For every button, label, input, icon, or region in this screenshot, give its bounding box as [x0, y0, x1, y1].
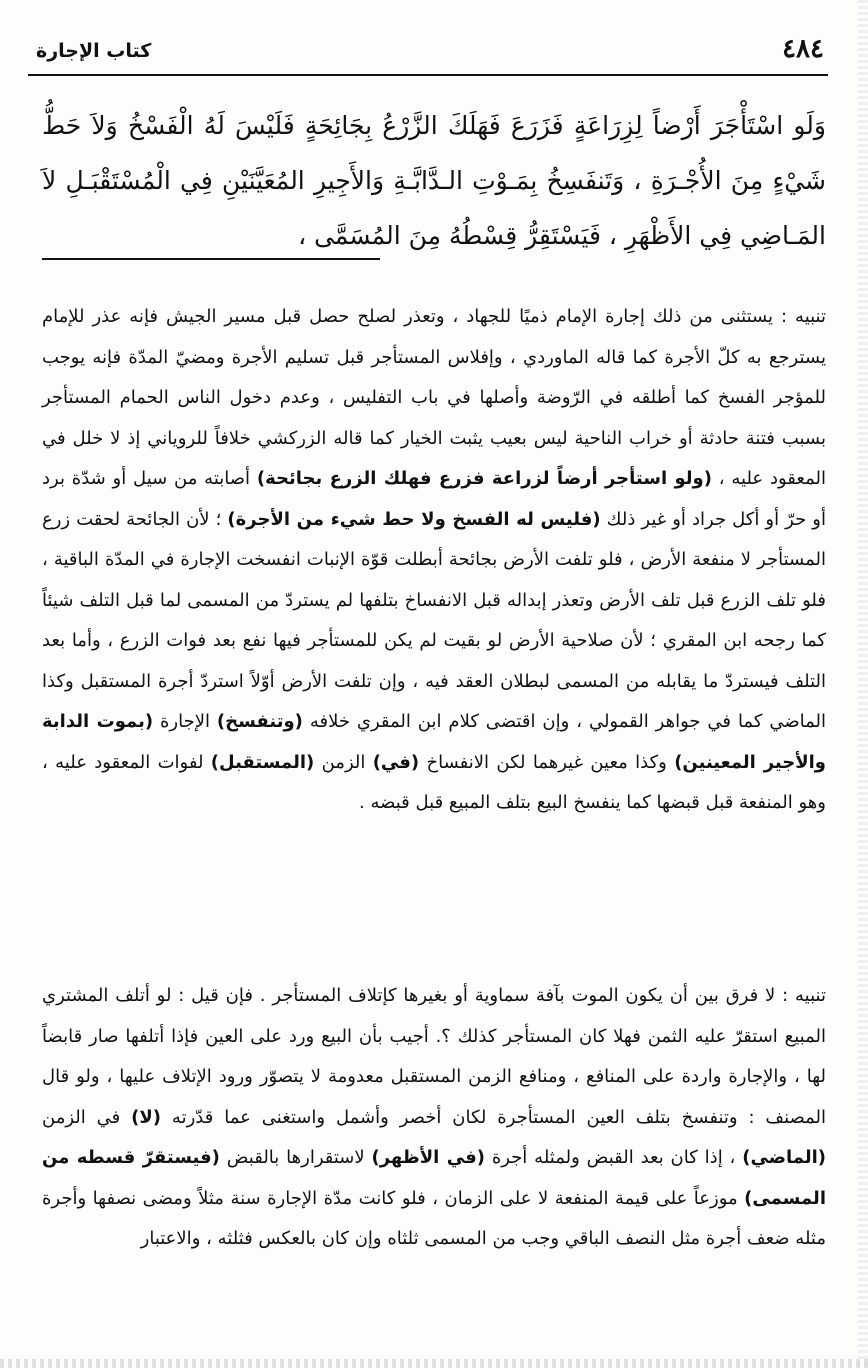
- quoted-matn: (وتنفسخ): [216, 711, 303, 732]
- quoted-matn: (ولو استأجر أرضاً لزراعة فزرع فهلك الزرع بجائحة): [256, 468, 712, 489]
- running-title: كتاب الإجارة: [36, 40, 152, 62]
- quoted-matn: (الماضي): [742, 1147, 827, 1168]
- page-header: [28, 30, 828, 76]
- commentary-text: أصابته من سيل أو شدّة برد أو حرّ أو أكل جراد أو غير ذلك: [42, 468, 826, 530]
- commentary-text: لفوات المعقود عليه ، وهو المنفعة قبل قبضها كما ينفسخ البيع بتلف المبيع قبل قبضه .: [42, 751, 826, 813]
- commentary-text: تنبيه : لا فرق بين أن يكون الموت بآفة سماوية أو بغيرها كإتلاف المستأجر . فإن قيل : لو أتلف المشتري المبيع استقرّ عليه الثمن فهلا كان المستأجر كذلك ؟. أجيب بأن البيع ورد على العين فإذا أتلفها صار قابضاً لها ، والإجارة واردة على المنافع ، ومنافع الزمن المستقبل معدومة لا يتصوّر ورود الإتلاف عليها ، ولو قال المصنف : وتنفسخ بتلف العين المستأجرة لكان أخصر وأشمل واستغنى عما قدّرته: [42, 985, 827, 1128]
- quoted-matn: (بموت الدابة والأجير المعينين): [42, 711, 826, 773]
- commentary-text: في الزمن: [42, 1106, 132, 1128]
- commentary-section-1: [42, 297, 826, 824]
- commentary-paragraph: [42, 976, 826, 1260]
- matn-separator-line: [42, 258, 380, 260]
- commentary-text: وكذا معين غيرهما لكن الانفساخ: [419, 751, 675, 773]
- quoted-matn: (لا): [131, 1106, 162, 1128]
- quoted-matn: (في): [372, 751, 420, 773]
- quoted-matn: (فيستقرّ قسطه من المسمى): [42, 1147, 826, 1209]
- quoted-matn: (المستقبل): [210, 751, 315, 773]
- commentary-text: لاستقرارها بالقبض: [219, 1147, 372, 1168]
- commentary-section-2: [42, 976, 826, 1260]
- quoted-matn: (فليس له الفسخ ولا حط شيء من الأجرة): [227, 508, 601, 530]
- commentary-text: ، إذا كان بعد القبض ولمثله أجرة: [484, 1147, 743, 1168]
- quoted-matn: (في الأظهر): [371, 1147, 485, 1168]
- commentary-text: تنبيه : يستثنى من ذلك إجارة الإمام ذميًا للجهاد ، وتعذر لصلح حصل قبل مسير الجيش فإنه عذر للإمام يسترجع به كلّ الأجرة كما قاله الماوردي ، وإفلاس المستأجر قبل تسليم الأجرة ومضيّ المدّة فإنه يوجب للمؤجر الفسخ كما أطلقه في الرّوضة وأصلها في باب التفليس ، وعدم دخول الناس الحمام المستأجر بسبب فتنة حادثة أو خراب الناحية ليس بعيب يثبت الخيار كما قاله الزركشي خلافاً للروياني إذ لا خلل في المعقود عليه ،: [42, 306, 826, 489]
- commentary-text: موزعاً على قيمة المنفعة لا على الزمان ، فلو كانت مدّة الإجارة سنة مثلاً ومضى نصفها وأجرة مثله ضعف أجرة مثل النصف الباقي وجب من المسمى ثلثاه وإن كان بالعكس فثلثه ، والاعتبار: [42, 1187, 826, 1249]
- commentary-text: الزمن: [314, 751, 373, 773]
- commentary-text: ؛ لأن الجائحة لحقت زرع المستأجر لا منفعة الأرض ، فلو تلفت الأرض بجائحة أبطلت قوّة الإنبات انفسخت الإجارة في المدّة الباقية ، فلو تلف الزرع قبل تلف الأرض وتعذر إبداله قبل الانفساخ بتلفها لم يستردّ من المسمى لما قبل التلف شيئاً كما رجحه ابن المقري ؛ لأن صلاحية الأرض لو بقيت لم يكن للمستأجر فيها نفع بعد فوات الزرع ، وأما بعد التلف فيستردّ ما يقابله من المسمى لبطلان العقد فيه ، وإن تلفت الأرض أوّلاً استردّ أجرة المستقبل وكذا الماضي كما في جواهر القمولي ، وإن اقتضى كلام ابن المقري خلافه: [42, 508, 826, 732]
- page-number: ٤٨٤: [782, 34, 824, 64]
- scan-edge-bottom: [0, 1359, 868, 1368]
- matn-text: وَلَو اسْتَأْجَرَ أَرْضاً لِزِرَاعَةٍ فَزَرَعَ فَهَلَكَ الزَّرْعُ بِجَائِحَةٍ فَلَيْسَ لَهُ الْفَسْخُ وَلاَ حَطُّ شَيْءٍ مِنَ الأُجْـرَةِ ، وَتَنفَسِخُ بِمَـوْتِ الـدَّابَّـةِ وَالأَجِيرِ المُعَيَّنَيْنِ فِي الْمُسْتَقْبَـلِ لاَ المَـاضِي فِي الأَظْهَرِ ، فَيَسْتَقِرُّ قِسْطُهُ مِنَ المُسَمَّى ،: [42, 111, 826, 250]
- scan-edge-right: [858, 0, 868, 1368]
- commentary-text: الإجارة: [153, 711, 217, 732]
- commentary-paragraph: [42, 297, 826, 824]
